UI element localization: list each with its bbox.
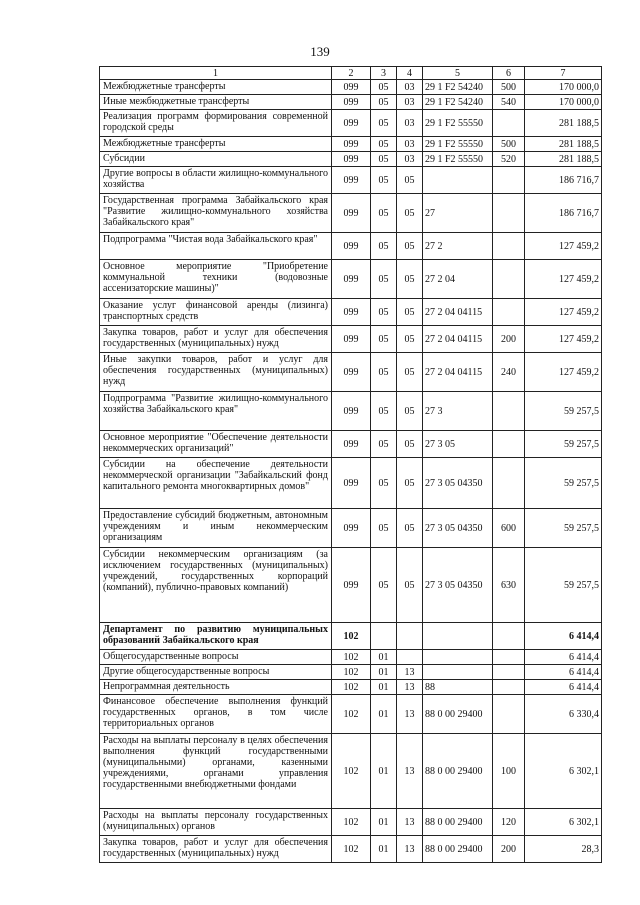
table-row [100, 809, 602, 836]
section-cell: 01 [371, 650, 397, 665]
subsection-cell: 13 [397, 836, 423, 863]
subsection-cell: 05 [397, 167, 423, 194]
code-cell: 099 [332, 233, 371, 260]
row-name-cell: Подпрограмма "Чистая вода Забайкальского края" [100, 233, 332, 260]
amount-cell: 28,3 [525, 836, 602, 863]
code-cell: 099 [332, 392, 371, 431]
row-name-cell: Финансовое обеспечение выполнения функций государственных органов, в том числе территориальных органов [100, 695, 332, 734]
row-name-cell: Расходы на выплаты персоналу государственных (муниципальных) органов [100, 809, 332, 836]
section-cell: 05 [371, 458, 397, 509]
row-name-cell: Межбюджетные трансферты [100, 80, 332, 95]
code-cell: 102 [332, 665, 371, 680]
expense-type-cell: 630 [493, 548, 525, 623]
section-cell: 05 [371, 431, 397, 458]
row-name-cell: Основное мероприятие "Приобретение коммунальной техники (водовозные ассенизаторские машины)" [100, 260, 332, 299]
row-name-cell: Субсидии [100, 152, 332, 167]
code-cell: 099 [332, 137, 371, 152]
row-name-cell: Предоставление субсидий бюджетным, автономным учреждениям и иным некоммерческим организациям [100, 509, 332, 548]
table-row [100, 458, 602, 509]
target-article-cell: 88 0 00 29400 [423, 734, 493, 809]
section-cell: 05 [371, 260, 397, 299]
subsection-cell: 03 [397, 152, 423, 167]
code-cell: 099 [332, 299, 371, 326]
section-cell: 05 [371, 95, 397, 110]
expense-type-cell [493, 392, 525, 431]
section-cell: 05 [371, 137, 397, 152]
section-cell: 05 [371, 110, 397, 137]
row-name-cell: Иные межбюджетные трансферты [100, 95, 332, 110]
subsection-cell: 13 [397, 680, 423, 695]
amount-cell: 59 257,5 [525, 548, 602, 623]
code-cell: 099 [332, 95, 371, 110]
target-article-cell: 88 0 00 29400 [423, 695, 493, 734]
column-header: 6 [493, 67, 525, 80]
section-cell: 01 [371, 734, 397, 809]
expense-type-cell [493, 233, 525, 260]
column-header: 7 [525, 67, 602, 80]
subsection-cell: 05 [397, 458, 423, 509]
section-cell: 05 [371, 152, 397, 167]
target-article-cell [423, 167, 493, 194]
table-row [100, 548, 602, 623]
table-header-row [100, 67, 602, 80]
section-cell: 05 [371, 326, 397, 353]
expense-type-cell [493, 431, 525, 458]
amount-cell: 6 414,4 [525, 665, 602, 680]
table-row [100, 836, 602, 863]
table-row [100, 695, 602, 734]
target-article-cell: 27 3 05 04350 [423, 548, 493, 623]
code-cell: 102 [332, 680, 371, 695]
target-article-cell: 29 1 F2 55550 [423, 137, 493, 152]
amount-cell: 127 459,2 [525, 260, 602, 299]
column-header: 2 [332, 67, 371, 80]
amount-cell: 59 257,5 [525, 458, 602, 509]
amount-cell: 127 459,2 [525, 353, 602, 392]
code-cell: 102 [332, 836, 371, 863]
column-header: 4 [397, 67, 423, 80]
table-row [100, 665, 602, 680]
table-row [100, 194, 602, 233]
code-cell: 102 [332, 809, 371, 836]
table-row [100, 650, 602, 665]
row-name-cell: Иные закупки товаров, работ и услуг для обеспечения государственных (муниципальных) нужд [100, 353, 332, 392]
section-cell: 05 [371, 299, 397, 326]
expense-type-cell: 500 [493, 80, 525, 95]
table-row [100, 734, 602, 809]
code-cell: 099 [332, 509, 371, 548]
code-cell: 102 [332, 734, 371, 809]
table-row [100, 110, 602, 137]
subsection-cell: 05 [397, 548, 423, 623]
subsection-cell: 03 [397, 137, 423, 152]
code-cell: 099 [332, 260, 371, 299]
target-article-cell: 27 2 04 04115 [423, 299, 493, 326]
section-cell: 05 [371, 194, 397, 233]
code-cell: 102 [332, 695, 371, 734]
code-cell: 099 [332, 80, 371, 95]
table-row [100, 509, 602, 548]
subsection-cell: 13 [397, 695, 423, 734]
expense-type-cell [493, 299, 525, 326]
subsection-cell: 03 [397, 110, 423, 137]
section-cell: 05 [371, 233, 397, 260]
row-name-cell: Основное мероприятие "Обеспечение деятельности некоммерческих организаций" [100, 431, 332, 458]
subsection-cell: 03 [397, 80, 423, 95]
row-name-cell: Расходы на выплаты персоналу в целях обеспечения выполнения функций государственными (муниципальными) органами, казенными учреждениями, органами управления государственными внебюджетными фондами [100, 734, 332, 809]
row-name-cell: Оказание услуг финансовой аренды (лизинга) транспортных средств [100, 299, 332, 326]
code-cell: 102 [332, 650, 371, 665]
table-row [100, 623, 602, 650]
column-header: 3 [371, 67, 397, 80]
code-cell: 099 [332, 548, 371, 623]
expense-type-cell [493, 623, 525, 650]
target-article-cell: 27 3 05 04350 [423, 509, 493, 548]
section-cell: 01 [371, 695, 397, 734]
target-article-cell: 27 [423, 194, 493, 233]
target-article-cell: 88 [423, 680, 493, 695]
subsection-cell: 13 [397, 809, 423, 836]
expense-type-cell: 200 [493, 836, 525, 863]
amount-cell: 59 257,5 [525, 431, 602, 458]
target-article-cell [423, 623, 493, 650]
expense-type-cell: 600 [493, 509, 525, 548]
section-cell: 01 [371, 680, 397, 695]
page-number: 139 [310, 44, 330, 59]
row-name-cell: Межбюджетные трансферты [100, 137, 332, 152]
subsection-cell: 03 [397, 95, 423, 110]
row-name-cell: Государственная программа Забайкальского края "Развитие жилищно-коммунального хозяйства Забайкальского края" [100, 194, 332, 233]
section-cell: 01 [371, 836, 397, 863]
amount-cell: 127 459,2 [525, 233, 602, 260]
target-article-cell [423, 650, 493, 665]
expense-type-cell: 240 [493, 353, 525, 392]
subsection-cell: 05 [397, 260, 423, 299]
code-cell: 099 [332, 194, 371, 233]
amount-cell: 6 302,1 [525, 734, 602, 809]
target-article-cell: 27 3 05 04350 [423, 458, 493, 509]
amount-cell: 170 000,0 [525, 80, 602, 95]
expense-type-cell [493, 194, 525, 233]
column-header: 5 [423, 67, 493, 80]
section-cell: 05 [371, 167, 397, 194]
row-name-cell: Реализация программ формирования современной городской среды [100, 110, 332, 137]
amount-cell: 170 000,0 [525, 95, 602, 110]
subsection-cell: 05 [397, 431, 423, 458]
amount-cell: 6 330,4 [525, 695, 602, 734]
target-article-cell: 27 2 04 [423, 260, 493, 299]
table-row [100, 431, 602, 458]
expense-type-cell [493, 695, 525, 734]
subsection-cell: 05 [397, 326, 423, 353]
target-article-cell: 29 1 F2 54240 [423, 80, 493, 95]
section-cell: 05 [371, 392, 397, 431]
table-row [100, 152, 602, 167]
section-cell [371, 623, 397, 650]
target-article-cell: 27 2 04 04115 [423, 326, 493, 353]
code-cell: 099 [332, 152, 371, 167]
amount-cell: 6 414,4 [525, 623, 602, 650]
expense-type-cell: 120 [493, 809, 525, 836]
row-name-cell: Другие вопросы в области жилищно-коммунального хозяйства [100, 167, 332, 194]
subsection-cell [397, 650, 423, 665]
expense-type-cell [493, 680, 525, 695]
expense-type-cell [493, 167, 525, 194]
table-row [100, 680, 602, 695]
table-row [100, 353, 602, 392]
code-cell: 102 [332, 623, 371, 650]
expense-type-cell [493, 458, 525, 509]
code-cell: 099 [332, 110, 371, 137]
amount-cell: 127 459,2 [525, 326, 602, 353]
subsection-cell: 05 [397, 299, 423, 326]
code-cell: 099 [332, 167, 371, 194]
subsection-cell: 05 [397, 353, 423, 392]
expense-type-cell [493, 260, 525, 299]
amount-cell: 127 459,2 [525, 299, 602, 326]
table-row [100, 326, 602, 353]
code-cell: 099 [332, 326, 371, 353]
section-cell: 05 [371, 548, 397, 623]
code-cell: 099 [332, 431, 371, 458]
amount-cell: 186 716,7 [525, 194, 602, 233]
amount-cell: 281 188,5 [525, 152, 602, 167]
subsection-cell: 05 [397, 509, 423, 548]
target-article-cell: 88 0 00 29400 [423, 809, 493, 836]
row-name-cell: Непрограммная деятельность [100, 680, 332, 695]
amount-cell: 186 716,7 [525, 167, 602, 194]
table-row [100, 137, 602, 152]
row-name-cell: Общегосударственные вопросы [100, 650, 332, 665]
subsection-cell: 05 [397, 194, 423, 233]
subsection-cell [397, 623, 423, 650]
target-article-cell: 27 3 05 [423, 431, 493, 458]
row-name-cell: Другие общегосударственные вопросы [100, 665, 332, 680]
expense-type-cell [493, 650, 525, 665]
table-row [100, 233, 602, 260]
table-row [100, 260, 602, 299]
amount-cell: 281 188,5 [525, 110, 602, 137]
amount-cell: 6 414,4 [525, 680, 602, 695]
section-cell: 01 [371, 809, 397, 836]
target-article-cell: 29 1 F2 55550 [423, 110, 493, 137]
expense-type-cell: 100 [493, 734, 525, 809]
table-row [100, 299, 602, 326]
row-name-cell: Субсидии некоммерческим организациям (за исключением государственных (муниципальных) учреждений, государственных корпораций (компаний), публично-правовых компаний) [100, 548, 332, 623]
amount-cell: 59 257,5 [525, 509, 602, 548]
row-name-cell: Субсидии на обеспечение деятельности некоммерческой организации "Забайкальский фонд капитального ремонта многоквартирных домов" [100, 458, 332, 509]
code-cell: 099 [332, 458, 371, 509]
table-row [100, 167, 602, 194]
row-name-cell: Закупка товаров, работ и услуг для обеспечения государственных (муниципальных) нужд [100, 326, 332, 353]
target-article-cell: 27 2 04 04115 [423, 353, 493, 392]
section-cell: 01 [371, 665, 397, 680]
section-cell: 05 [371, 509, 397, 548]
expense-type-cell: 500 [493, 137, 525, 152]
subsection-cell: 05 [397, 392, 423, 431]
amount-cell: 6 302,1 [525, 809, 602, 836]
column-header: 1 [100, 67, 332, 80]
amount-cell: 59 257,5 [525, 392, 602, 431]
target-article-cell: 27 3 [423, 392, 493, 431]
target-article-cell: 27 2 [423, 233, 493, 260]
expense-type-cell: 520 [493, 152, 525, 167]
amount-cell: 6 414,4 [525, 650, 602, 665]
subsection-cell: 13 [397, 734, 423, 809]
amount-cell: 281 188,5 [525, 137, 602, 152]
expense-type-cell [493, 110, 525, 137]
table-row [100, 392, 602, 431]
row-name-cell: Департамент по развитию муниципальных образований Забайкальского края [100, 623, 332, 650]
table-row [100, 95, 602, 110]
expense-type-cell: 200 [493, 326, 525, 353]
row-name-cell: Подпрограмма "Развитие жилищно-коммунального хозяйства Забайкальского края" [100, 392, 332, 431]
subsection-cell: 13 [397, 665, 423, 680]
target-article-cell [423, 665, 493, 680]
section-cell: 05 [371, 80, 397, 95]
table-row [100, 80, 602, 95]
expense-type-cell: 540 [493, 95, 525, 110]
target-article-cell: 88 0 00 29400 [423, 836, 493, 863]
code-cell: 099 [332, 353, 371, 392]
budget-table [99, 66, 602, 863]
expense-type-cell [493, 665, 525, 680]
target-article-cell: 29 1 F2 54240 [423, 95, 493, 110]
row-name-cell: Закупка товаров, работ и услуг для обеспечения государственных (муниципальных) нужд [100, 836, 332, 863]
subsection-cell: 05 [397, 233, 423, 260]
target-article-cell: 29 1 F2 55550 [423, 152, 493, 167]
section-cell: 05 [371, 353, 397, 392]
